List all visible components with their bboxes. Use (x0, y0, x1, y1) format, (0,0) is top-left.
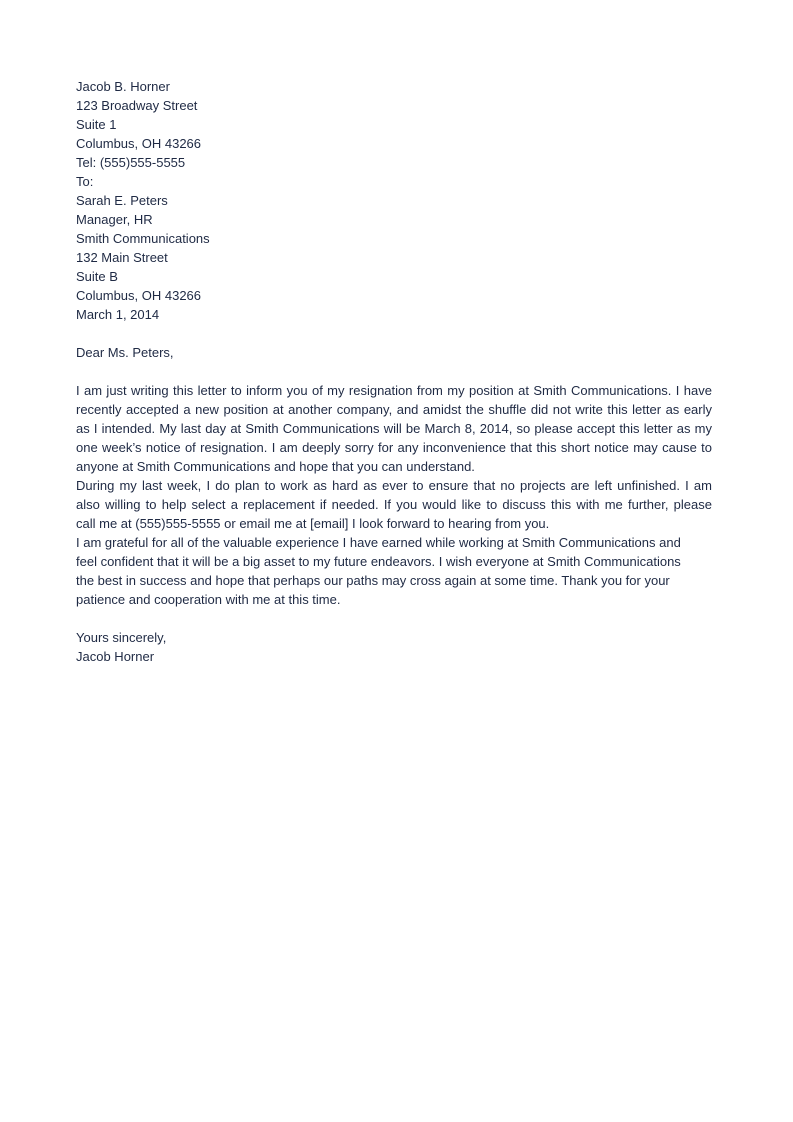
recipient-city: Columbus, OH 43266 (76, 288, 202, 303)
sender-address-block (76, 77, 716, 172)
recipient-address-block (76, 172, 716, 305)
recipient-suite: Suite B (76, 269, 118, 284)
recipient-street: 132 Main Street (76, 250, 168, 265)
body-line: anyone at Smith Communications and hope that you can understand. (76, 459, 475, 474)
sender-name: Jacob B. Horner (76, 79, 170, 94)
letter-date: March 1, 2014 (76, 307, 160, 322)
body-line: feel confident that it will be a big asset to my future endeavors. I wish everyone at Smith Communications (76, 554, 681, 569)
body-line: patience and cooperation with me at this time. (76, 592, 341, 607)
body-line: the best in success and hope that perhaps our paths may cross again at some time. Thank you for your (76, 573, 670, 588)
recipient-name: Sarah E. Peters (76, 193, 168, 208)
sender-suite: Suite 1 (76, 117, 117, 132)
resignation-letter (76, 77, 716, 666)
body-line: one week’s notice of resignation. I am deeply sorry for any inconvenience that this short notice may cause to (76, 440, 712, 455)
closing: Yours sincerely, (76, 630, 167, 645)
spacer (76, 609, 716, 628)
sender-phone: Tel: (555)555-5555 (76, 155, 186, 170)
sender-street: 123 Broadway Street (76, 98, 198, 113)
to-label: To: (76, 174, 94, 189)
spacer (76, 362, 716, 381)
letter-body (76, 381, 716, 609)
body-line: call me at (555)555-5555 or email me at [email] I look forward to hearing from you. (76, 516, 550, 531)
body-line: During my last week, I do plan to work as hard as ever to ensure that no projects are left unfinished. I am (76, 478, 712, 493)
signature-name: Jacob Horner (76, 649, 155, 664)
recipient-title: Manager, HR (76, 212, 153, 227)
spacer (76, 324, 716, 343)
body-line: as I intended. My last day at Smith Communications will be March 8, 2014, so please accept this letter as my (76, 421, 712, 436)
body-line: recently accepted a new position at another company, and amidst the shuffle did not write this letter as early (76, 402, 712, 417)
body-line: I am grateful for all of the valuable experience I have earned while working at Smith Communications and (76, 535, 681, 550)
body-line: also willing to help select a replacement if needed. If you would like to discuss this with me further, please (76, 497, 712, 512)
recipient-company: Smith Communications (76, 231, 210, 246)
sender-city: Columbus, OH 43266 (76, 136, 202, 151)
body-line: I am just writing this letter to inform you of my resignation from my position at Smith Communications. I have (76, 383, 712, 398)
salutation: Dear Ms. Peters, (76, 345, 174, 360)
